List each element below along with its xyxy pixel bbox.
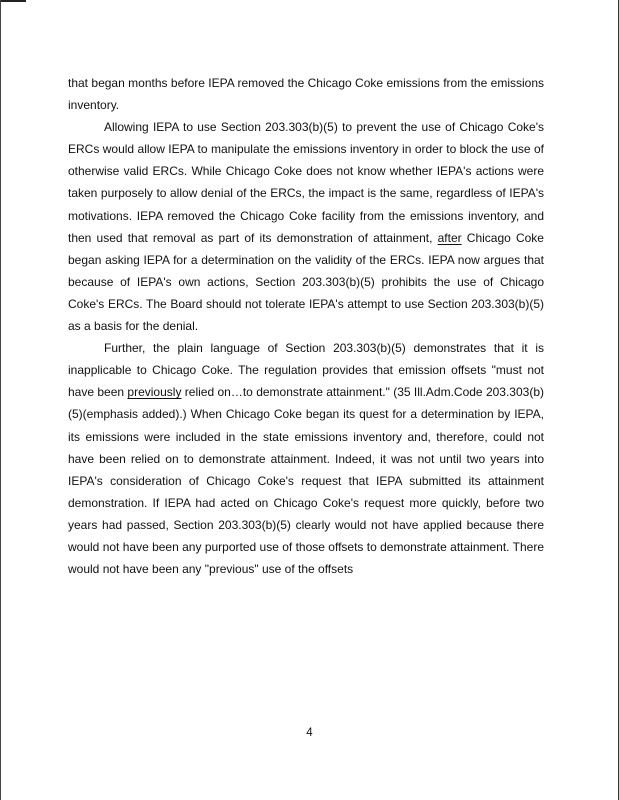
paragraph-text: Chicago Coke began asking IEPA for a determination on the validity of the ERCs. IEPA now argues that because of IEPA's own actions, Section 203.303(b)(5) prohibits the use of Chicago Coke's ERCs. The Board should not tolerate IEPA's attempt to use Section 203.303(b)(5) as a basis for the denial. [68, 230, 544, 334]
paragraph-continuation [68, 72, 544, 116]
paragraph-text: Allowing IEPA to use Section 203.303(b)(5) to prevent the use of Chicago Coke's ERCs would allow IEPA to manipulate the emissions inventory in order to block the use of otherwise valid ERCs. While Chicago Coke does not know whether IEPA's actions were taken purposely to allow denial of the ERCs, the impact is the same, regardless of IEPA's motivations. IEPA removed the Chicago Coke facility from the emissions inventory, and then used that removal as part of its demonstration of attainment, [68, 120, 544, 245]
paragraph-erc-manipulation [68, 116, 544, 337]
underlined-emphasis: previously [127, 385, 182, 400]
underlined-emphasis: after [437, 230, 462, 245]
paragraph-plain-language [68, 337, 544, 580]
paragraph-text: that began months before IEPA removed the Chicago Coke emissions from the emissions inventory. [68, 76, 544, 113]
page-number: 4 [306, 727, 313, 739]
body-text [68, 72, 544, 580]
scan-left-edge [0, 0, 1, 800]
paragraph-text: Further, the plain language of Section 203.303(b)(5) demonstrates that it is inapplicable to Chicago Coke. The regulation provides that emission offsets "must not have been [68, 341, 544, 400]
paragraph-text: relied on…to demonstrate attainment." (35 Ill.Adm.Code 203.303(b)(5)(emphasis added).) When Chicago Coke began its quest for a determination by IEPA, its emissions were included in the state emissions inventory and, therefore, could not have been relied on to demonstrate attainment. Indeed, it was not until two years into IEPA's consideration of Chicago Coke's request that IEPA submitted its attainment demonstration. If IEPA had acted on Chicago Coke's request more quickly, before two years had passed, Section 203.303(b)(5) clearly would not have applied because there would not have been any purported use of those offsets to demonstrate attainment. There would not have been any "previous" use of the offsets [68, 385, 544, 577]
scan-edge-mark [0, 0, 26, 2]
